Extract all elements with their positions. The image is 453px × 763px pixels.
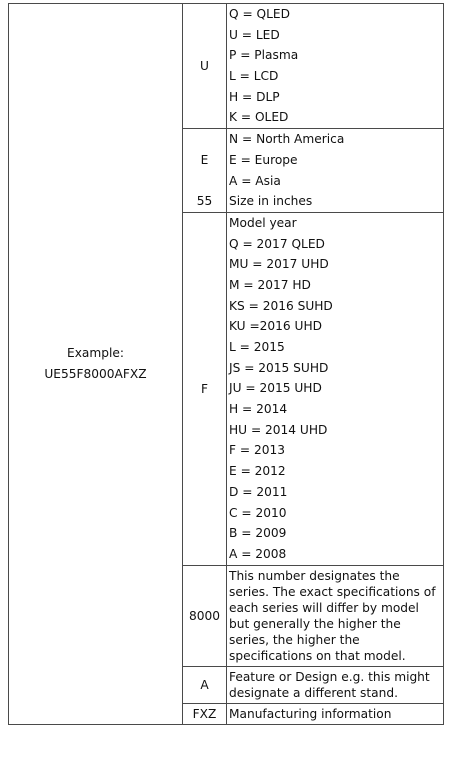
code-size	[183, 191, 227, 212]
desc-feature	[227, 666, 444, 703]
list-item: H = DLP	[229, 89, 280, 104]
feature-desc: Feature or Design e.g. this might designate a different stand.	[229, 669, 430, 700]
list-item: A = Asia	[229, 173, 281, 188]
list-item: P = Plasma	[229, 48, 299, 63]
example-cell	[9, 4, 183, 725]
example-label: Example:	[67, 345, 124, 360]
code-region: E	[183, 129, 227, 192]
example-model: UE55F8000AFXZ	[44, 366, 147, 381]
list-item: E = 2012	[229, 464, 286, 479]
list-item: U = LED	[229, 27, 280, 42]
list-item: KS = 2016 SUHD	[229, 298, 333, 313]
size-desc: Size in inches	[229, 194, 313, 209]
list-item: K = OLED	[229, 110, 289, 125]
code-series: 8000	[183, 565, 227, 666]
list-item: Model year	[229, 215, 297, 230]
list-item: JU = 2015 UHD	[229, 381, 322, 396]
list-item: B = 2009	[229, 526, 287, 541]
list-item: L = 2015	[229, 340, 285, 354]
list-item: H = 2014	[229, 402, 288, 417]
desc-series	[227, 565, 444, 666]
desc-manufacturing: Manufacturing information	[227, 703, 444, 724]
code-manufacturing: FXZ	[183, 703, 227, 724]
list-item: M = 2017 HD	[229, 277, 311, 292]
desc-size	[227, 191, 444, 212]
list-item: L = LCD	[229, 69, 279, 84]
code-type: U	[183, 4, 227, 129]
code-year: F	[183, 212, 227, 565]
list-item: C = 2010	[229, 505, 287, 520]
list-item: Q = QLED	[229, 7, 291, 21]
model-code-table	[8, 3, 444, 725]
list-item: KU =2016 UHD	[229, 319, 323, 334]
list-item: E = Europe	[229, 152, 298, 167]
desc-type	[227, 4, 444, 129]
list-item: A = 2008	[229, 546, 287, 561]
series-desc: This number designates the series. The exact specifications of each series will differ by model but generally the higher the series, the higher the specifications on that model.	[229, 568, 436, 663]
list-item: MU = 2017 UHD	[229, 257, 329, 272]
desc-region	[227, 129, 444, 192]
list-item: HU = 2014 UHD	[229, 422, 328, 437]
list-item: Q = 2017 QLED	[229, 236, 325, 251]
row-type	[9, 4, 444, 129]
size-code: 55	[196, 194, 213, 209]
list-item: JS = 2015 SUHD	[229, 360, 329, 375]
desc-year	[227, 212, 444, 565]
list-item: D = 2011	[229, 484, 288, 499]
list-item: N = North America	[229, 132, 345, 147]
list-item: F = 2013	[229, 443, 285, 458]
code-feature: A	[183, 666, 227, 703]
